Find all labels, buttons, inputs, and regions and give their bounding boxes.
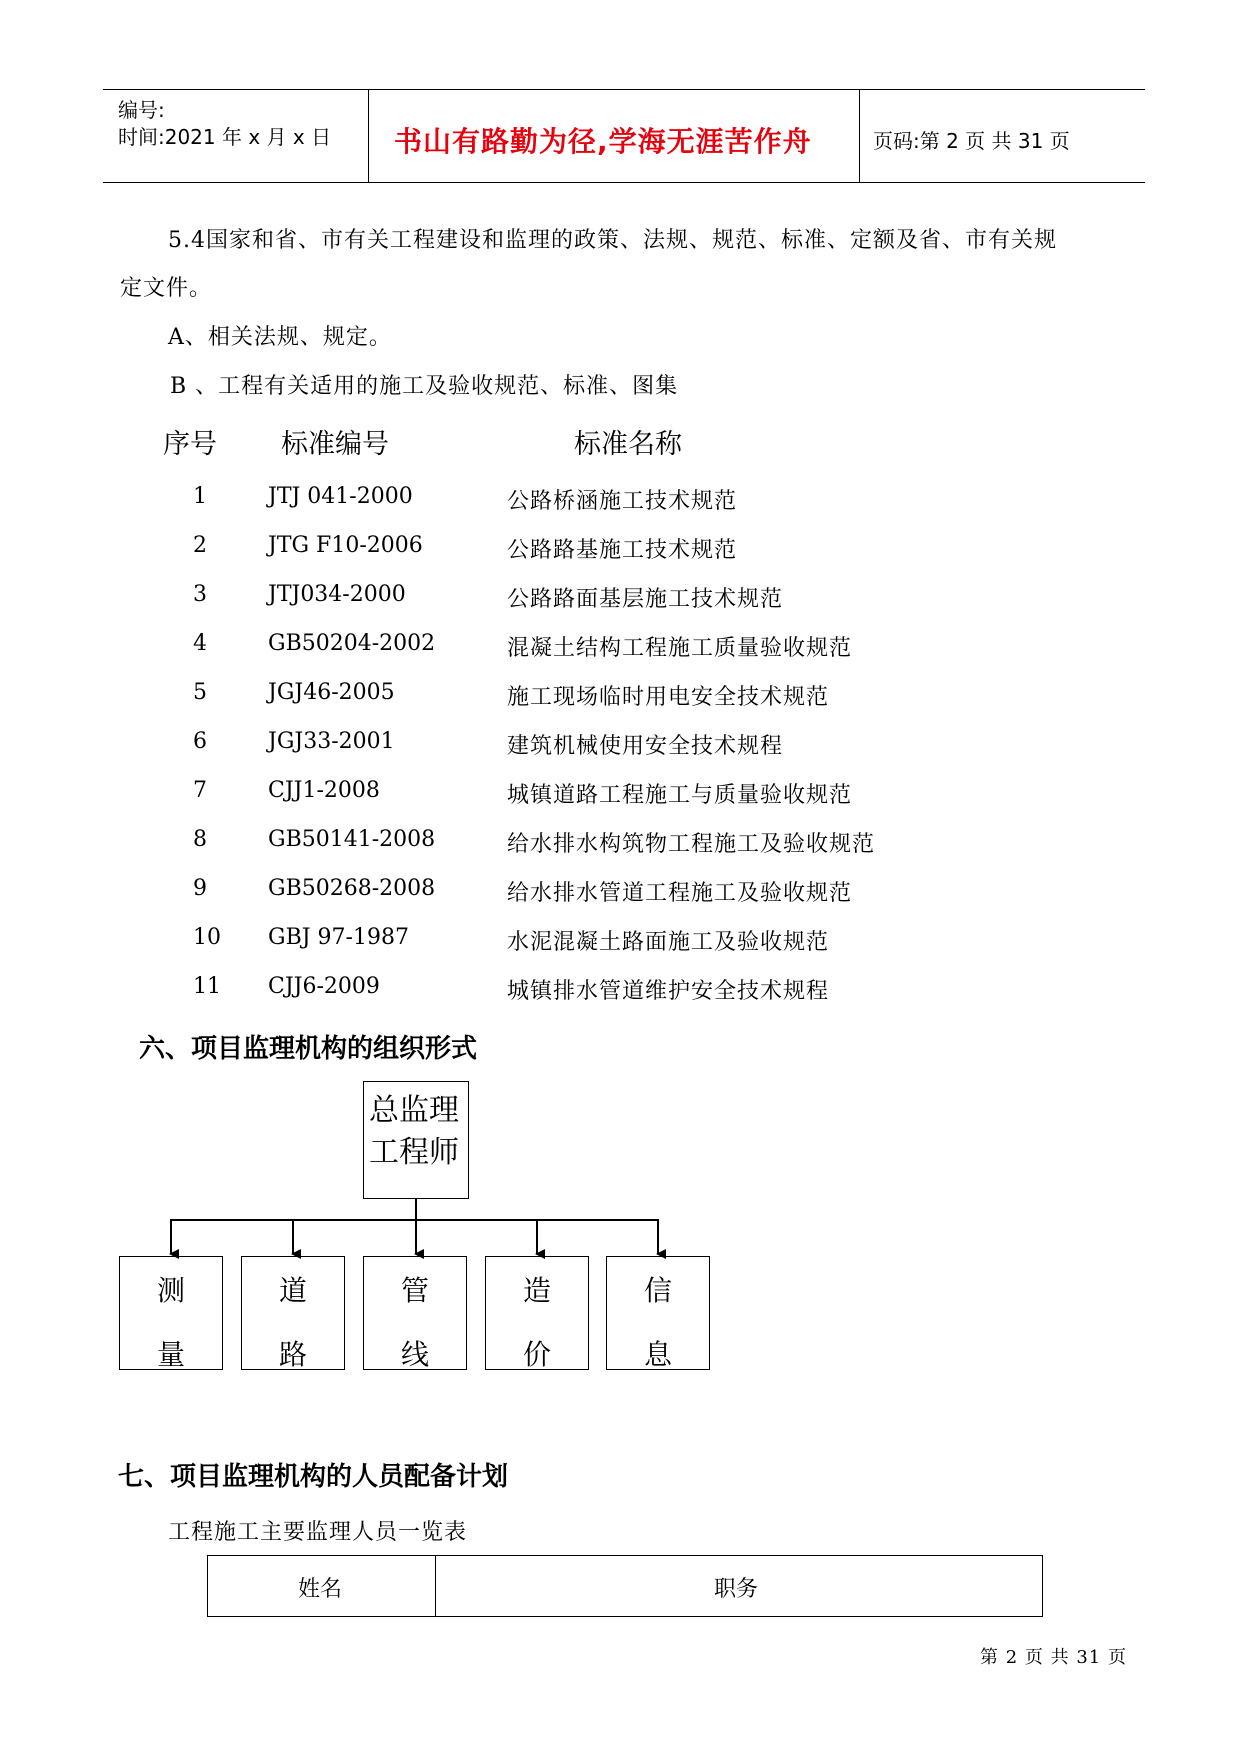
header-name: 标准名称 <box>574 429 682 460</box>
row-standard-name: 城镇道路工程施工与质量验收规范 <box>507 783 853 808</box>
paragraph-5-4-line1: 5.4国家和省、市有关工程建设和监理的政策、法规、规范、标准、定额及省、市有关规 <box>168 228 1057 253</box>
row-standard-name: 公路路面基层施工技术规范 <box>507 587 784 612</box>
header-page-info: 页码:第 2 页 共 31 页 <box>873 129 1070 153</box>
row-standard-name: 建筑机械使用安全技术规程 <box>507 734 784 759</box>
staff-col-position: 职务 <box>714 1577 759 1602</box>
row-standard-name: 公路路基施工技术规范 <box>507 538 738 563</box>
row-standard-name: 施工现场临时用电安全技术规范 <box>507 685 830 710</box>
chief-supervisor-line1: 总监理 <box>369 1093 459 1128</box>
row-standard-name: 给水排水管道工程施工及验收规范 <box>507 881 853 906</box>
row-number: 9 <box>193 876 207 901</box>
row-standard-code: JGJ33-2001 <box>268 729 395 754</box>
section6-title: 六、项目监理机构的组织形式 <box>139 1034 478 1064</box>
row-standard-code: JTG F10-2006 <box>268 533 423 558</box>
doc-time-label: 时间:2021 年 x 月 x 日 <box>118 125 332 149</box>
row-number: 1 <box>193 484 207 509</box>
dept-pipeline-char1: 管 <box>400 1274 429 1307</box>
row-number: 5 <box>193 680 207 705</box>
dept-road-char1: 道 <box>278 1274 307 1307</box>
dept-info-box <box>606 1256 710 1370</box>
row-standard-code: GB50204-2002 <box>268 631 436 656</box>
dept-road-box <box>241 1256 345 1370</box>
row-standard-name: 水泥混凝土路面施工及验收规范 <box>507 930 830 955</box>
row-number: 2 <box>193 533 207 558</box>
dept-cost-box <box>485 1256 589 1370</box>
row-standard-code: JTJ034-2000 <box>268 582 406 607</box>
dept-pipeline-box <box>363 1256 467 1370</box>
chief-supervisor-line2: 工程师 <box>369 1135 459 1170</box>
row-standard-code: JTJ 041-2000 <box>268 484 413 509</box>
dept-info-char2: 息 <box>643 1338 672 1371</box>
row-standard-name: 混凝土结构工程施工质量验收规范 <box>507 636 853 661</box>
row-standard-code: JGJ46-2005 <box>268 680 395 705</box>
row-number: 10 <box>193 925 221 950</box>
staff-col-name: 姓名 <box>298 1577 343 1602</box>
row-number: 7 <box>193 778 207 803</box>
staff-table-caption: 工程施工主要监理人员一览表 <box>168 1520 468 1545</box>
item-b: B 、工程有关适用的施工及验收规范、标准、图集 <box>170 374 679 399</box>
paragraph-5-4-line2: 定文件。 <box>120 276 213 301</box>
row-number: 8 <box>193 827 207 852</box>
staff-table <box>207 1555 1043 1617</box>
row-standard-code: GB50141-2008 <box>268 827 436 852</box>
dept-survey-char1: 测 <box>156 1274 185 1307</box>
row-standard-code: GB50268-2008 <box>268 876 436 901</box>
row-standard-code: GBJ 97-1987 <box>268 925 409 950</box>
dept-survey-box <box>119 1256 223 1370</box>
dept-road-char2: 路 <box>278 1338 307 1371</box>
header-motto: 书山有路勤为径,学海无涯苦作舟 <box>394 125 812 158</box>
row-number: 11 <box>193 974 221 999</box>
dept-survey-char2: 量 <box>156 1338 185 1371</box>
section7-title: 七、项目监理机构的人员配备计划 <box>118 1462 509 1492</box>
doc-number-label: 编号: <box>118 98 165 122</box>
page-footer: 第 2 页 共 31 页 <box>980 1647 1127 1668</box>
row-number: 3 <box>193 582 207 607</box>
row-standard-name: 公路桥涵施工技术规范 <box>507 489 738 514</box>
dept-cost-char1: 造 <box>522 1274 551 1307</box>
staff-table-divider <box>435 1556 436 1616</box>
dept-info-char1: 信 <box>643 1274 672 1307</box>
row-standard-name: 城镇排水管道维护安全技术规程 <box>507 979 830 1004</box>
row-number: 4 <box>193 631 207 656</box>
header-code: 标准编号 <box>281 429 389 460</box>
row-standard-name: 给水排水构筑物工程施工及验收规范 <box>507 832 876 857</box>
row-number: 6 <box>193 729 207 754</box>
header-no: 序号 <box>163 429 217 460</box>
dept-pipeline-char2: 线 <box>400 1338 429 1371</box>
row-standard-code: CJJ1-2008 <box>268 778 380 803</box>
item-a: A、相关法规、规定。 <box>168 325 392 350</box>
dept-cost-char2: 价 <box>522 1338 551 1371</box>
row-standard-code: CJJ6-2009 <box>268 974 380 999</box>
